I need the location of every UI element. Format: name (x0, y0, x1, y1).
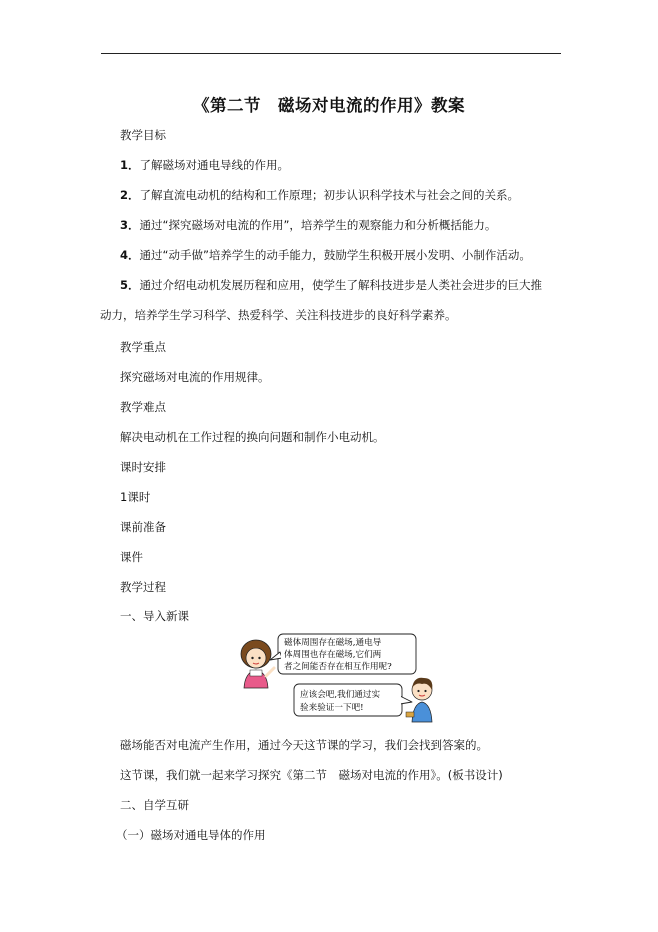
objective-item (120, 158, 289, 172)
objective-continuation: 动力，培养学生学习科学、热爱科学、关注科技进步的良好科学素养。 (100, 308, 457, 322)
objective-number: 5． (120, 278, 140, 292)
difficulty-heading: 教学难点 (120, 400, 166, 414)
key-heading: 教学重点 (120, 340, 166, 354)
objective-text: 通过“探究磁场对电流的作用”，培养学生的观察能力和分析概括能力。 (139, 218, 497, 232)
prep-text: 课件 (120, 550, 143, 564)
body-paragraph: 这节课，我们就一起来学习探究《第二节 磁场对电流的作用》。(板书设计) (120, 768, 503, 782)
process-heading: 教学过程 (120, 580, 166, 594)
difficulty-text: 解决电动机在工作过程的换向问题和制作小电动机。 (120, 430, 385, 444)
objective-number: 2． (120, 188, 140, 202)
girl-bubble-line: 体周围也存在磁场,它们两 (284, 650, 382, 660)
objective-number: 3． (120, 218, 140, 232)
page-title: 《第二节 磁场对电流的作用》教案 (193, 96, 465, 115)
boy-bubble-line: 验来验证一下吧! (300, 703, 364, 713)
objective-item (120, 248, 531, 262)
girl-speech-bubble (270, 634, 416, 674)
boy-speech-bubble (294, 684, 412, 716)
schedule-text: 1课时 (120, 490, 151, 504)
boy-figure-icon (406, 678, 432, 722)
girl-bubble-line: 者之间能否存在相互作用呢? (284, 662, 392, 672)
header-rule (101, 53, 561, 54)
objective-item (120, 188, 519, 202)
objective-item (120, 218, 496, 232)
objectives-heading: 教学目标 (120, 128, 166, 142)
objective-number: 1． (120, 158, 140, 172)
dialogue-illustration (236, 632, 436, 726)
objective-text: 通过介绍电动机发展历程和应用，使学生了解科技进步是人类社会进步的巨大推 (139, 278, 543, 292)
girl-figure-icon (241, 640, 274, 688)
objective-item (120, 278, 542, 292)
section-heading: 一、导入新课 (120, 609, 189, 623)
section-heading: 二、自学互研 (120, 798, 189, 812)
prep-heading: 课前准备 (120, 520, 166, 534)
girl-bubble-line: 磁体周围存在磁场,通电导 (284, 638, 382, 648)
objective-text: 了解直流电动机的结构和工作原理；初步认识科学技术与社会之间的关系。 (139, 188, 520, 202)
key-text: 探究磁场对电流的作用规律。 (120, 370, 270, 384)
objective-text: 通过“动手做”培养学生的动手能力，鼓励学生积极开展小发明、小制作活动。 (139, 248, 531, 262)
subsection-heading: （一）磁场对通电导体的作用 (116, 828, 266, 842)
objective-number: 4． (120, 248, 140, 262)
boy-bubble-line: 应该会吧,我们通过实 (300, 690, 381, 700)
objective-text: 了解磁场对通电导线的作用。 (139, 158, 290, 172)
body-paragraph: 磁场能否对电流产生作用，通过今天这节课的学习，我们会找到答案的。 (120, 738, 488, 752)
schedule-heading: 课时安排 (120, 460, 166, 474)
